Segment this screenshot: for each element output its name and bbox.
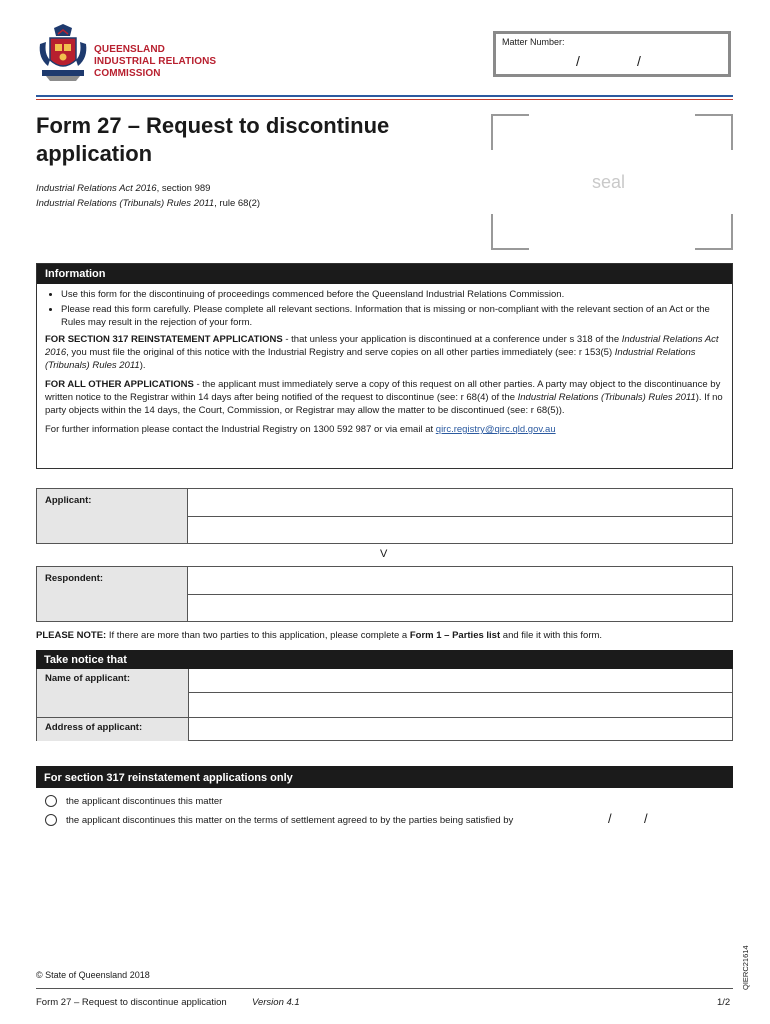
- qirc-crest-logo: [36, 24, 90, 82]
- seal-corner: [491, 114, 529, 150]
- org-line-2: INDUSTRIAL RELATIONS: [94, 56, 217, 67]
- s317-option-1[interactable]: [45, 795, 222, 807]
- s317-heading: For section 317 reinstatement applications only: [36, 766, 733, 788]
- matter-number-separator: /: [576, 53, 580, 69]
- respondent-field-1[interactable]: [189, 567, 732, 594]
- seal-corner: [695, 214, 733, 250]
- seal-area: [491, 114, 733, 250]
- s317-instructions: FOR SECTION 317 REINSTATEMENT APPLICATIONS - that unless your application is discontinued at a conference under s 318 of the Industrial Relations Act 2016, you must file the original of this notice with the Industrial Registry and serve copies on all other parties immediately (see: r 153(5) Industrial Relations (Tribunals) Rules 2011).: [45, 334, 719, 371]
- rules-reference: Industrial Relations (Tribunals) Rules 2011, rule 68(2): [36, 198, 261, 209]
- respondent-label: Respondent:: [37, 567, 188, 621]
- radio-button[interactable]: [45, 814, 57, 826]
- date-separator: /: [608, 811, 612, 826]
- versus-label: V: [380, 548, 388, 560]
- address-of-applicant-label: Address of applicant:: [37, 718, 189, 741]
- matter-number-separator: /: [637, 53, 641, 69]
- organisation-name: [94, 44, 216, 80]
- form-code: QIERC21614: [741, 945, 750, 990]
- page-number: 1/2: [717, 997, 731, 1008]
- radio-button[interactable]: [45, 795, 57, 807]
- footer-version: Version 4.1: [252, 997, 300, 1008]
- address-of-applicant-field[interactable]: [190, 718, 732, 740]
- registry-email-link[interactable]: qirc.registry@qirc.qld.gov.au: [435, 424, 556, 435]
- footer-rule: [36, 988, 733, 989]
- name-of-applicant-field-2[interactable]: [190, 693, 732, 717]
- header-rule-blue: [36, 95, 733, 97]
- s317-option-2-label: the applicant discontinues this matter on the terms of settlement agreed to by the parties being satisfied by: [66, 814, 514, 826]
- applicant-table: [36, 488, 733, 544]
- matter-number-box[interactable]: [493, 31, 731, 77]
- name-of-applicant-field-1[interactable]: [190, 669, 732, 692]
- copyright: © State of Queensland 2018: [36, 970, 150, 980]
- applicant-label: Applicant:: [37, 489, 188, 543]
- name-of-applicant-label: Name of applicant:: [37, 669, 189, 717]
- form-title: Form 27 – Request to discontinue application: [36, 113, 390, 166]
- s317-option-1-label: the applicant discontinues this matter: [66, 795, 223, 807]
- applicant-field-2[interactable]: [189, 517, 732, 543]
- org-line-1: QUEENSLAND: [94, 44, 166, 55]
- matter-number-label: Matter Number:: [502, 37, 565, 47]
- info-bullet: • Please read this form carefully. Please complete all relevant sections. Information that is missing or non-compliant with the relevant section of an Act or the Rules may result in the rejection of your form.: [61, 303, 724, 329]
- take-notice-heading: Take notice that: [36, 650, 733, 669]
- seal-label: seal: [592, 172, 626, 192]
- information-body: [45, 288, 724, 442]
- take-notice-table: [36, 669, 733, 741]
- header-rule-red: [36, 99, 733, 100]
- s317-option-2[interactable]: [45, 814, 513, 826]
- information-heading: Information: [37, 264, 732, 284]
- respondent-table: [36, 566, 733, 622]
- seal-corner: [491, 214, 529, 250]
- information-section: [36, 263, 733, 469]
- applicant-field-1[interactable]: [189, 489, 732, 516]
- footer-form-name: Form 27 – Request to discontinue application: [36, 997, 227, 1008]
- seal-corner: [695, 114, 733, 150]
- info-bullet: • Use this form for the discontinuing of proceedings commenced before the Queensland Industrial Relations Commission.: [61, 288, 724, 301]
- contact-info: For further information please contact the Industrial Registry on 1300 592 987 or via email at qirc.registry@qirc.qld.gov.au: [45, 424, 556, 435]
- date-separator: /: [644, 811, 648, 826]
- act-reference: Industrial Relations Act 2016, section 989: [36, 183, 211, 194]
- legislation-references: [36, 181, 260, 211]
- respondent-field-2[interactable]: [189, 595, 732, 621]
- other-instructions: FOR ALL OTHER APPLICATIONS - the applicant must immediately serve a copy of this request on all other parties. A party may object to the discontinuance by written notice to the Registrar within 14 days after being notified of the request to discontinue (see: r 68(4) of the Industrial Relations (Tribunals) Rules 2011). If no party objects within the 14 days, the Court, Commission, or Registrar may allow the matter to be discontinued (see: r 68(5)).: [45, 379, 723, 416]
- org-line-3: COMMISSION: [94, 68, 161, 79]
- parties-note: PLEASE NOTE: If there are more than two parties to this application, please complete a Form 1 – Parties list and file it with this form.: [36, 630, 603, 641]
